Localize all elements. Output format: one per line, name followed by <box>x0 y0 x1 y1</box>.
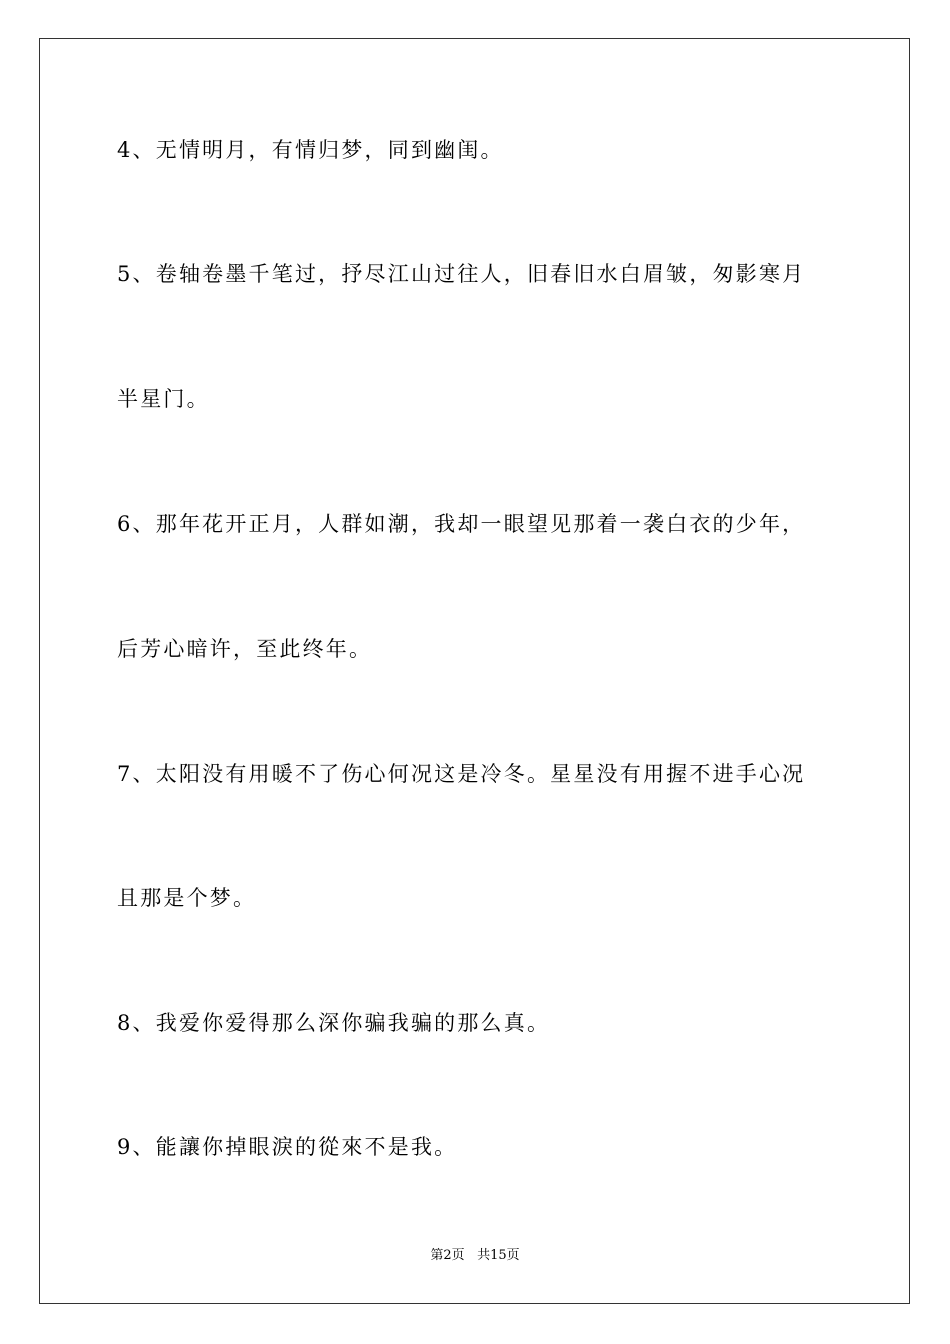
text-line-9: 9、能讓你掉眼淚的從來不是我。 <box>117 1135 458 1159</box>
text-line-4: 4、无情明月，有情归梦，同到幽闺。 <box>117 138 504 162</box>
page-total: 共15页 <box>477 1248 520 1263</box>
text-line-5-cont: 半星门。 <box>117 387 210 411</box>
page-footer <box>0 1249 950 1262</box>
page-frame <box>39 38 910 1304</box>
page-number: 第2页 <box>430 1248 465 1263</box>
text-line-7-cont: 且那是个梦。 <box>117 886 257 910</box>
text-line-7: 7、太阳没有用暖不了伤心何况这是冷冬。星星没有用握不进手心况 <box>117 762 806 786</box>
text-line-5: 5、卷轴卷墨千笔过，抒尽江山过往人，旧春旧水白眉皱，匆影寒月 <box>117 262 806 286</box>
text-line-6: 6、那年花开正月，人群如潮，我却一眼望见那着一袭白衣的少年， <box>117 512 806 536</box>
text-line-8: 8、我爱你爱得那么深你骗我骗的那么真。 <box>117 1011 551 1035</box>
text-line-6-cont: 后芳心暗许，至此终年。 <box>117 637 373 661</box>
